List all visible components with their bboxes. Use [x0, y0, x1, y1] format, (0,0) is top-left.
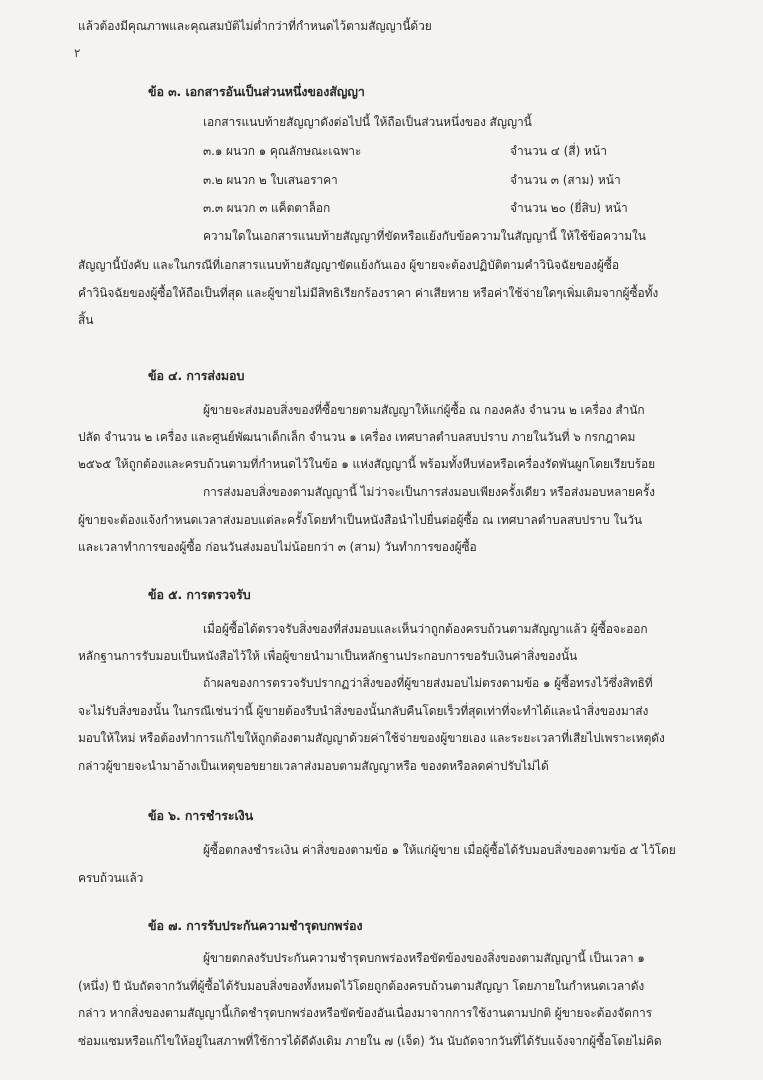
clause-3-intro: เอกสารแนบท้ายสัญญาดังต่อไปนี้ ให้ถือเป็นส่วนหนึ่งของ สัญญานี้ [203, 115, 532, 129]
clause-6-heading: ข้อ ๖. การชำระเงิน [148, 808, 254, 823]
clause-4-body-line: ผู้ขายจะต้องแจ้งกำหนดเวลาส่งมอบแต่ละครั้งโดยทำเป็นหนังสือนำไปยื่นต่อผู้ซื้อ ณ เทศบาลตำบลสบปราบ ในวัน [78, 513, 643, 527]
stray-mark: ٢ [74, 46, 81, 60]
clause-3-body-line: สัญญานี้บังคับ และในกรณีที่เอกสารแนบท้ายสัญญาขัดแย้งกันเอง ผู้ขายจะต้องปฏิบัติตามคำวินิจฉัยของผู้ซื้อ [78, 258, 619, 272]
clause-4-body-line: ผู้ขายจะส่งมอบสิ่งของที่ซื้อขายตามสัญญาให้แก่ผู้ซื้อ ณ กองคลัง จำนวน ๒ เครื่อง สำนัก [203, 403, 645, 417]
clause-4-body-line: ๒๕๖๕ ให้ถูกต้องและครบถ้วนตามที่กำหนดไว้ในข้อ ๑ แห่งสัญญานี้ พร้อมทั้งหีบห่อหรือเครื่องรัดพันผูกโดยเรียบร้อย [78, 457, 656, 471]
clause-4-body-line: การส่งมอบสิ่งของตามสัญญานี้ ไม่ว่าจะเป็นการส่งมอบเพียงครั้งเดียว หรือส่งมอบหลายครั้ง [203, 485, 655, 499]
clause-3-heading: ข้อ ๓. เอกสารอันเป็นส่วนหนึ่งของสัญญา [148, 84, 365, 99]
clause-5-body-line: มอบให้ใหม่ หรือต้องทำการแก้ไขให้ถูกต้องตามสัญญาด้วยค่าใช้จ่ายของผู้ขายเอง และระยะเวลาที่เสียไปเพราะเหตุดัง [78, 731, 665, 745]
clause-6-body-line: ผู้ซื้อตกลงชำระเงิน ค่าสิ่งของตามข้อ ๑ ให้แก่ผู้ขาย เมื่อผู้ซื้อได้รับมอบสิ่งของตามข้อ ๕ ไว้โดย [203, 843, 676, 857]
clause-7-body-line: ผู้ขายตกลงรับประกันความชำรุดบกพร่องหรือขัดข้องของสิ่งของตามสัญญานี้ เป็นเวลา ๑ [203, 951, 645, 965]
clause-5-body-line: กล่าวผู้ขายจะนำมาอ้างเป็นเหตุขอขยายเวลาส่งมอบตามสัญญาหรือ ของดหรือลดค่าปรับไม่ได้ [78, 759, 549, 773]
clause-3-body-line: สิ้น [78, 313, 94, 327]
clause-5-heading: ข้อ ๕. การตรวจรับ [148, 587, 251, 602]
clause-5-body-line: จะไม่รับสิ่งของนั้น ในกรณีเช่นว่านี้ ผู้ขายต้องรีบนำสิ่งของนั้นกลับคืนโดยเร็วที่สุดเท่าที่จะทำได้และนำสิ่งของมาส่ง [78, 704, 649, 718]
clause-6-body-line: ครบถ้วนแล้ว [78, 871, 144, 885]
attachment-label: ๓.๑ ผนวก ๑ คุณลักษณะเฉพาะ [203, 144, 362, 158]
attachment-pages: จำนวน ๓ (สาม) หน้า [510, 173, 621, 187]
clause-4-heading: ข้อ ๔. การส่งมอบ [148, 368, 245, 383]
clause-5-body-line: ถ้าผลของการตรวจรับปรากฏว่าสิ่งของที่ผู้ขายส่งมอบไม่ตรงตามข้อ ๑ ผู้ซื้อทรงไว้ซึ่งสิทธิที่ [203, 676, 653, 690]
clause-7-body-line: กล่าว หากสิ่งของตามสัญญานี้เกิดชำรุดบกพร่องหรือขัดข้องอันเนื่องมาจากการใช้งานตามปกติ ผู้ขายจะต้องจัดการ [78, 1006, 653, 1020]
clause-5-body-line: เมื่อผู้ซื้อได้ตรวจรับสิ่งของที่ส่งมอบและเห็นว่าถูกต้องครบถ้วนตามสัญญาแล้ว ผู้ซื้อจะออก [203, 622, 648, 636]
clause-7-body-line: ซ่อมแซมหรือแก้ไขให้อยู่ในสภาพที่ใช้การได้ดีดังเดิม ภายใน ๗ (เจ็ด) วัน นับถัดจากวันที่ได้รับแจ้งจากผู้ซื้อโดยไม่คิด [78, 1034, 662, 1048]
clause-4-body-line: ปลัด จำนวน ๒ เครื่อง และศูนย์พัฒนาเด็กเล็ก จำนวน ๑ เครื่อง เทศบาลตำบลสบปราบ ภายในวันที่ ๖ กรกฎาคม [78, 430, 636, 444]
clause-5-body-line: หลักฐานการรับมอบเป็นหนังสือไว้ให้ เพื่อผู้ขายนำมาเป็นหลักฐานประกอบการขอรับเงินค่าสิ่งของนั้น [78, 649, 578, 663]
attachment-label: ๓.๒ ผนวก ๒ ใบเสนอราคา [203, 173, 338, 187]
clause-7-heading: ข้อ ๗. การรับประกันความชำรุดบกพร่อง [148, 918, 363, 933]
attachment-pages: จำนวน ๒๐ (ยี่สิบ) หน้า [510, 201, 628, 215]
attachment-label: ๓.๓ ผนวก ๓ แค็ตตาล็อก [203, 201, 331, 215]
clause-4-body-line: และเวลาทำการของผู้ซื้อ ก่อนวันส่งมอบไม่น้อยกว่า ๓ (สาม) วันทำการของผู้ซื้อ [78, 540, 477, 554]
clause-7-body-line: (หนึ่ง) ปี นับถัดจากวันที่ผู้ซื้อได้รับมอบสิ่งของทั้งหมดไว้โดยถูกต้องครบถ้วนตามสัญญา โดยภายในกำหนดเวลาดัง [78, 979, 645, 993]
clause-3-body-line: ความใดในเอกสารแนบท้ายสัญญาที่ขัดหรือแย้งกับข้อความในสัญญานี้ ให้ใช้ข้อความใน [203, 229, 646, 243]
intro-line: แล้วต้องมีคุณภาพและคุณสมบัติไม่ต่ำกว่าที่กำหนดไว้ตามสัญญานี้ด้วย [78, 19, 432, 33]
clause-3-body-line: คำวินิจฉัยของผู้ซื้อให้ถือเป็นที่สุด และผู้ขายไม่มีสิทธิเรียกร้องราคา ค่าเสียหาย หรือค่าใช้จ่ายใดๆเพิ่มเติมจากผู้ซื้อทั้ง [78, 286, 659, 300]
attachment-pages: จำนวน ๔ (สี่) หน้า [510, 144, 607, 158]
